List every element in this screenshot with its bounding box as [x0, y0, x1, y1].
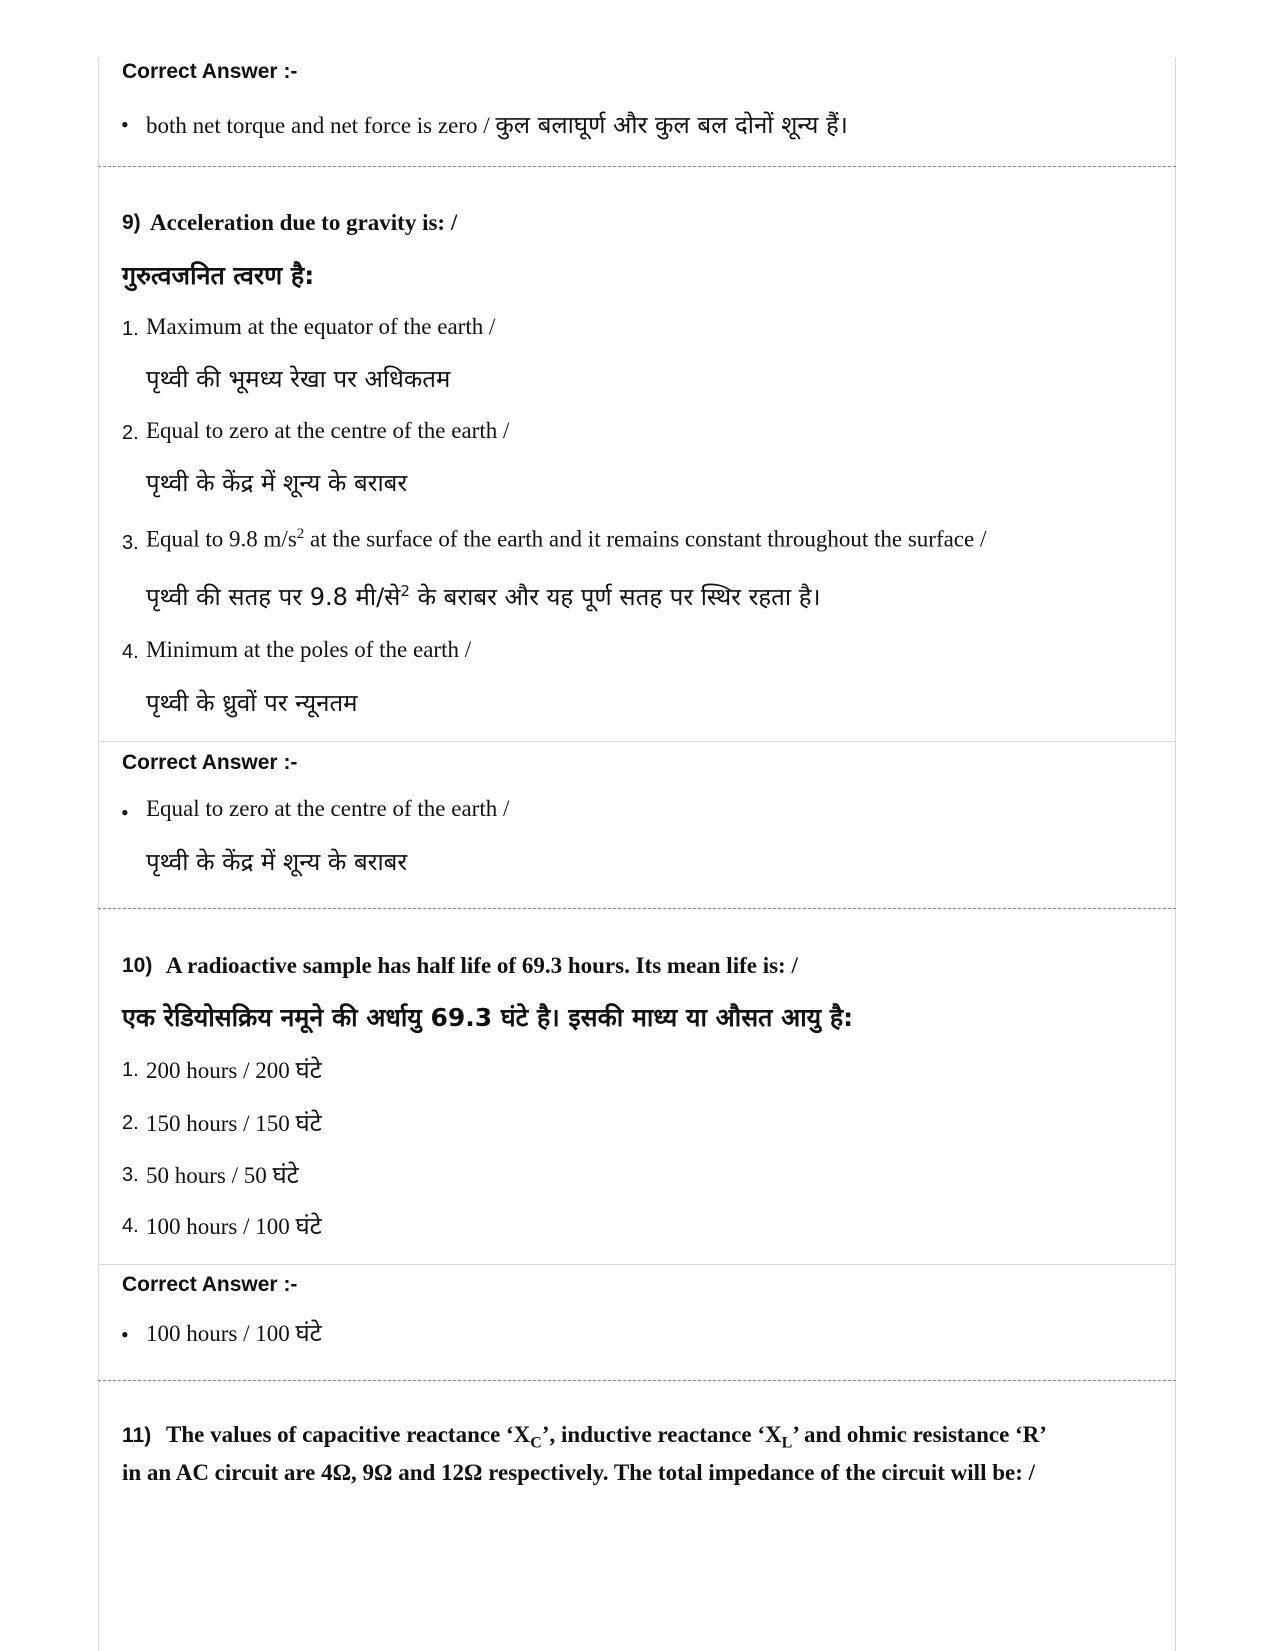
option-4-hi: पृथ्वी के ध्रुवों पर न्यूनतम: [146, 689, 358, 717]
text-part: ’ and ohmic resistance ‘R’: [792, 1422, 1047, 1447]
answer-en: 100 hours / 100: [146, 1321, 296, 1346]
superscript: 2: [296, 526, 305, 542]
answer-divider: [98, 1264, 1176, 1265]
correct-answer-label: Correct Answer :-: [122, 751, 298, 774]
question-divider: [98, 1380, 1176, 1381]
option-3-hi-a: पृथ्वी की सतह पर 9.8 मी/से: [146, 583, 401, 611]
option-2-hi: घंटे: [295, 1109, 322, 1137]
correct-answer-label: Correct Answer :-: [122, 1273, 298, 1296]
option-1: [146, 1053, 322, 1086]
correct-answer-text: [146, 108, 848, 141]
option-3-en: 50 hours / 50: [146, 1163, 273, 1188]
question-divider: [98, 166, 1176, 167]
question-text-hi: एक रेडियोसक्रिय नमूने की अर्धायु 69.3 घंटे है। इसकी माध्य या औसत आयु है:: [122, 1003, 854, 1032]
answer-hi: कुल बलाघूर्ण और कुल बल दोनों शून्य हैं।: [495, 111, 848, 139]
correct-answer-label: Correct Answer :-: [122, 60, 298, 83]
option-3-hi-b: के बराबर और यह पूर्ण सतह पर स्थिर रहता है।: [409, 583, 821, 611]
option-2: [146, 1106, 322, 1139]
option-1-en: Maximum at the equator of the earth /: [146, 314, 496, 339]
option-number: 2.: [122, 1112, 139, 1134]
question-number: 11): [122, 1424, 152, 1447]
superscript: 2: [400, 582, 410, 600]
correct-answer-text: [146, 1316, 322, 1349]
question-text-en: Acceleration due to gravity is: /: [150, 210, 458, 235]
correct-answer-hi: पृथ्वी के केंद्र में शून्य के बराबर: [146, 848, 408, 876]
answer-hi: घंटे: [295, 1319, 322, 1347]
option-number: 2.: [122, 422, 139, 444]
option-1-hi: घंटे: [295, 1056, 322, 1084]
option-2-en: 150 hours / 150: [146, 1111, 296, 1136]
bullet: •: [121, 1322, 129, 1347]
option-3: [146, 1158, 299, 1191]
text-part: ’, inductive reactance ‘X: [541, 1422, 782, 1447]
question-number: 10): [122, 954, 153, 977]
answer-en: both net torque and net force is zero /: [146, 113, 496, 138]
option-3-en-b: at the surface of the earth and it remains constant throughout the surface /: [304, 526, 987, 552]
option-3-en: [146, 526, 986, 553]
question-text-line2: in an AC circuit are 4Ω, 9Ω and 12Ω respectively. The total impedance of the circuit will be: /: [122, 1460, 1036, 1485]
option-number: 1.: [122, 318, 139, 340]
answer-divider: [98, 741, 1176, 742]
option-2-en: Equal to zero at the centre of the earth /: [146, 418, 510, 443]
question-text-line1: [166, 1422, 1047, 1453]
option-number: 1.: [122, 1059, 139, 1081]
option-number: 3.: [122, 532, 139, 554]
option-number: 3.: [122, 1164, 139, 1186]
option-1-hi: पृथ्वी की भूमध्य रेखा पर अधिकतम: [146, 365, 451, 393]
option-4-en: Minimum at the poles of the earth /: [146, 637, 472, 662]
option-number: 4.: [122, 1215, 139, 1237]
bullet: •: [121, 112, 129, 137]
option-3-hi: [146, 580, 821, 613]
question-text-hi: गुरुत्वजनित त्वरण है:: [122, 261, 315, 290]
option-2-hi: पृथ्वी के केंद्र में शून्य के बराबर: [146, 469, 408, 497]
correct-answer-en: Equal to zero at the centre of the earth /: [146, 796, 510, 821]
subscript: C: [530, 1434, 542, 1452]
subscript: L: [781, 1434, 793, 1452]
option-3-en-a: Equal to 9.8 m/s: [146, 526, 297, 552]
option-3-hi: घंटे: [272, 1161, 299, 1189]
question-number: 9): [122, 211, 141, 234]
question-divider: [98, 908, 1176, 909]
question-text-en: A radioactive sample has half life of 69.3 hours. Its mean life is: /: [166, 953, 798, 978]
text-part: The values of capacitive reactance ‘X: [166, 1422, 531, 1447]
bullet: •: [121, 800, 129, 825]
option-4-en: 100 hours / 100: [146, 1214, 296, 1239]
option-4: [146, 1209, 322, 1242]
option-4-hi: घंटे: [295, 1212, 322, 1240]
option-number: 4.: [122, 641, 139, 663]
option-1-en: 200 hours / 200: [146, 1058, 296, 1083]
